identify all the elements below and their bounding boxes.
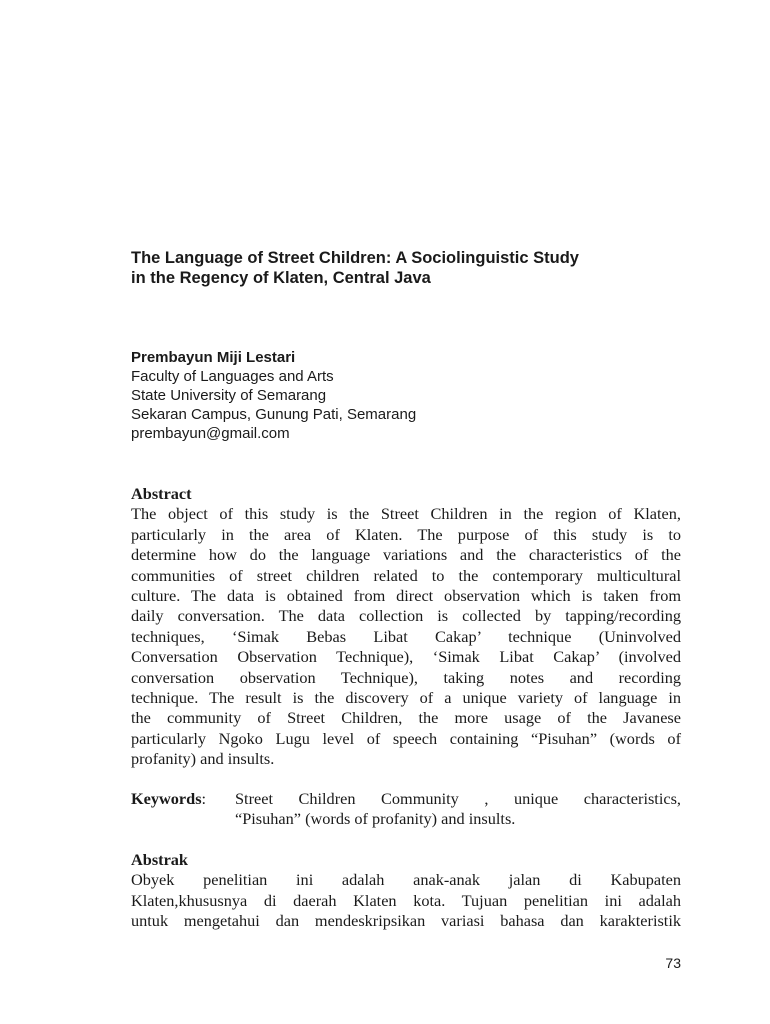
abstract-line: determine how do the language variations and the characteristics of the: [131, 545, 681, 565]
keywords-line-2: “Pisuhan” (words of profanity) and insults.: [235, 809, 516, 829]
author-block: [131, 348, 416, 443]
abstrak-heading: Abstrak: [131, 850, 188, 869]
abstrak-line: untuk mengetahui dan mendeskripsikan variasi bahasa dan karakteristik: [131, 911, 681, 931]
author-name: Prembayun Miji Lestari: [131, 349, 296, 366]
abstract-line: daily conversation. The data collection is collected by tapping/recording: [131, 606, 681, 626]
abstract-line: particularly Ngoko Lugu level of speech containing “Pisuhan” (words of: [131, 728, 681, 748]
keywords-label-wrap: [131, 789, 235, 809]
abstract-section: [131, 484, 681, 769]
author-address: Sekaran Campus, Gunung Pati, Semarang: [131, 406, 417, 423]
keywords-section: [131, 789, 681, 830]
keywords-line-1: Street Children Community , unique characteristics,: [235, 789, 681, 808]
paper-title: [131, 248, 691, 288]
keywords-label: Keywords: [131, 789, 202, 808]
abstract-line: Conversation Observation Technique), ‘Simak Libat Cakap’ (involved: [131, 647, 681, 667]
keywords-colon: :: [201, 789, 207, 808]
abstract-line: The object of this study is the Street Children in the region of Klaten,: [131, 504, 681, 524]
page-number: 73: [665, 955, 681, 971]
title-line-2: in the Regency of Klaten, Central Java: [131, 269, 431, 287]
abstrak-line: Obyek penelitian ini adalah anak-anak jalan di Kabupaten: [131, 870, 681, 890]
abstrak-section: [131, 850, 681, 932]
abstract-line: particularly in the area of Klaten. The purpose of this study is to: [131, 524, 681, 544]
abstract-line: technique. The result is the discovery of a unique variety of language in: [131, 687, 681, 707]
author-email: prembayun@gmail.com: [131, 425, 290, 442]
title-line-1: The Language of Street Children: A Sociolinguistic Study: [131, 249, 579, 267]
abstract-line: techniques, ‘Simak Bebas Libat Cakap’ technique (Uninvolved: [131, 626, 681, 646]
abstract-line: culture. The data is obtained from direct observation which is taken from: [131, 585, 681, 605]
author-faculty: Faculty of Languages and Arts: [131, 368, 334, 385]
abstract-line: profanity) and insults.: [131, 749, 275, 769]
author-university: State University of Semarang: [131, 387, 327, 404]
abstrak-line: Klaten,khususnya di daerah Klaten kota. Tujuan penelitian ini adalah: [131, 890, 681, 910]
abstract-line: conversation observation Technique), taking notes and recording: [131, 667, 681, 687]
abstract-line: communities of street children related to the contemporary multicultural: [131, 565, 681, 585]
abstract-heading: Abstract: [131, 484, 192, 503]
abstract-line: the community of Street Children, the more usage of the Javanese: [131, 708, 681, 728]
